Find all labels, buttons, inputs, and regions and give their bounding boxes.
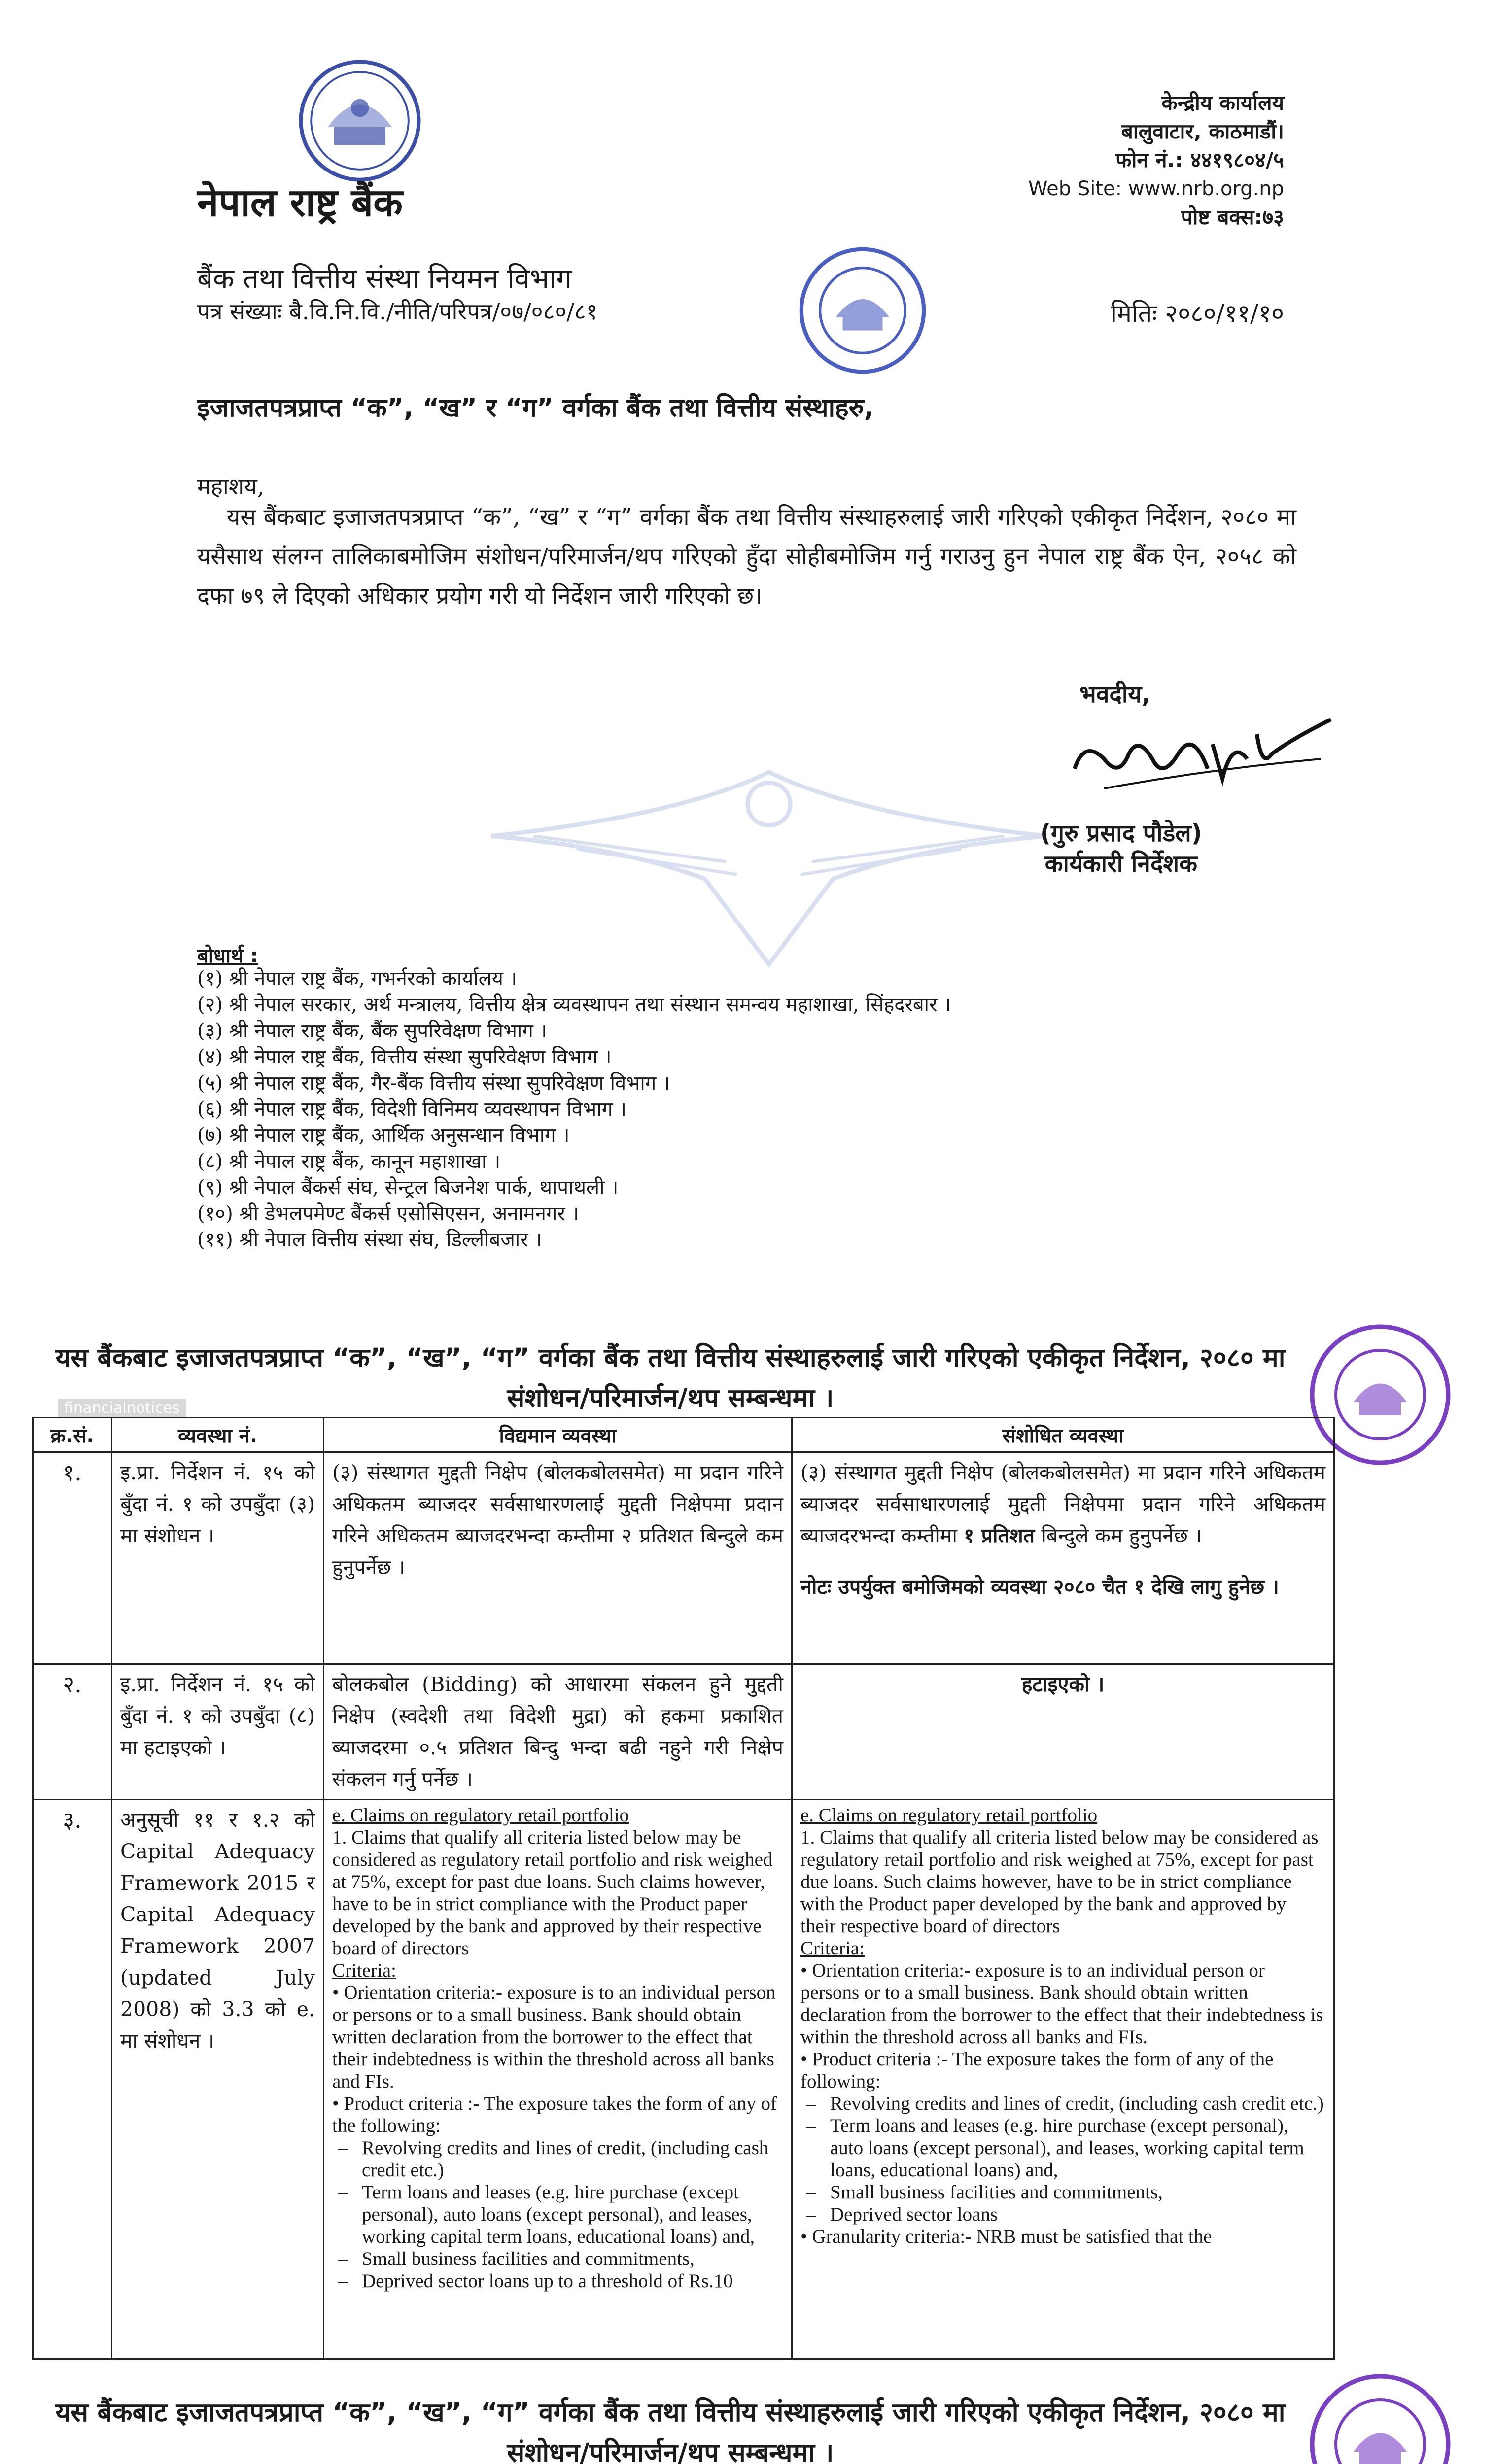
row-sn: २.	[33, 1664, 112, 1800]
table-row	[33, 1664, 1334, 1800]
salutation: महाशय,	[197, 473, 265, 500]
address-block	[1028, 89, 1284, 232]
letter-body: यस बैंकबाट इजाजतपत्रप्राप्त “क”, “ख” र “ग” वर्गका बैंक तथा वित्तीय संस्थाहरुलाई जारी गरिएको एकीकृत निर्देशन, २०८० मा यसैसाथ संलग्न तालिकाबमोजिम संशोधन/परिमार्जन/थप गरिएको हुँदा सोहीबमोजिम गर्नु गराउनु हुन नेपाल राष्ट्र बैंक ऐन, २०५८ को दफा ७९ ले दिएको अधिकार प्रयोग गरी यो निर्देशन जारी गरिएको छ।	[197, 504, 1296, 610]
cc-item: (५) श्री नेपाल राष्ट्र बैंक, गैर-बैंक वित्तीय संस्था सुपरिवेक्षण विभाग ।	[197, 1072, 670, 1095]
row-sn: ३.	[33, 1800, 112, 2359]
office-name: केन्द्रीय कार्यालय	[1161, 91, 1284, 115]
row-revised: (३) संस्थागत मुद्दती निक्षेप (बोलकबोलसमेत) मा प्रदान गरिने अधिकतम ब्याजदर सर्वसाधारणलाई मुद्दती निक्षेपमा प्रदान गरिने अधिकतम ब्याजदरभन्दा कम्तीमा १ प्रतिशत बिन्दुले कम हुनुपर्नेछ । नोटः उपर्युक्त बमोजिमको व्यवस्था २०८० चैत १ देखि लागु हुनेछ ।	[792, 1452, 1334, 1664]
closing-regards: भवदीय,	[1079, 681, 1151, 708]
col-header-revised: संशोधित व्यवस्था	[792, 1418, 1334, 1452]
nrb-logo	[296, 57, 424, 185]
col-header-sn: क्र.सं.	[33, 1418, 112, 1452]
cc-heading: बोधार्थ :	[197, 945, 258, 967]
garuda-watermark	[444, 729, 1094, 986]
row-existing: e. Claims on regulatory retail portfolio 1. Claims that qualify all criteria listed below may be considered as regulatory retail portfolio and risk weighed at 75%, except for past due loans. Such claims however, have to be in strict compliance with the Product paper developed by the bank and approved by their respective board of directors Criteria: • Orientation criteria:- exposure is to an individual person or persons or to a small business. Bank should obtain written declaration from the borrower to the effect that their indebtedness is within the threshold across all banks and FIs. • Product criteria :- The exposure takes the form of any of the following: – Revolving credits and lines of credit, (including cash credit etc.) – Term loans and leases (e.g. hire purchase (except personal), auto loans (except personal), and leases, working capital term loans, educational loans) and, – Small business facilities and commitments, – Deprived sector loans up to a threshold of Rs.10	[324, 1800, 792, 2359]
signatory-title: कार्यकारी निर्देशक	[1044, 850, 1197, 878]
official-stamp	[796, 244, 929, 377]
cc-item: (१) श्री नेपाल राष्ट्र बैंक, गभर्नरको कार्यालय ।	[197, 967, 517, 990]
attachment-heading-line2: संशोधन/परिमार्जन/थप सम्बन्धमा ।	[507, 1383, 834, 1413]
cc-item: (८) श्री नेपाल राष्ट्र बैंक, कानून महाशाखा ।	[197, 1150, 501, 1173]
row-note: नोटः उपर्युक्त बमोजिमको व्यवस्था २०८० चैत १ देखि लागु हुनेछ ।	[800, 1575, 1279, 1599]
bank-name: नेपाल राष्ट्र बैंक	[197, 181, 403, 225]
row-existing: (३) संस्थागत मुद्दती निक्षेप (बोलकबोलसमेत) मा प्रदान गरिने अधिकतम ब्याजदर सर्वसाधारणलाई मुद्दती निक्षेपमा प्रदान गरिने अधिकतम ब्याजदरभन्दा कम्तीमा २ प्रतिशत बिन्दुले कम हुनुपर्नेछ ।	[324, 1452, 792, 1664]
cc-item: (६) श्री नेपाल राष्ट्र बैंक, विदेशी विनिमय व्यवस्थापन विभाग ।	[197, 1098, 627, 1121]
signatory-name: (गुरु प्रसाद पौडेल)	[1040, 820, 1202, 847]
po-box: पोष्ट बक्स:७३	[1181, 205, 1284, 229]
row-revised: हटाइएको ।	[792, 1664, 1334, 1800]
col-header-existing: विद्यमान व्यवस्था	[324, 1418, 792, 1452]
row-ref: इ.प्रा. निर्देशन नं. १५ को बुँदा नं. १ को उपबुँदा (३) मा संशोधन ।	[112, 1452, 324, 1664]
office-location: बालुवाटार, काठमाडौं।	[1121, 119, 1284, 143]
cc-item: (२) श्री नेपाल सरकार, अर्थ मन्त्रालय, वित्तीय क्षेत्र व्यवस्थापन तथा संस्थान समन्वय महाशाखा, सिंहदरबार ।	[197, 993, 951, 1016]
phone-number: फोन नं.: ४४१९८०४/५	[1115, 148, 1284, 172]
attachment-heading-line1: यस बैंकबाट इजाजतपत्रप्राप्त “क”, “ख”, “ग” वर्गका बैंक तथा वित्तीय संस्थाहरुलाई जारी गरिएको एकीकृत निर्देशन, २०८० मा	[55, 1343, 1286, 1373]
cc-item: (३) श्री नेपाल राष्ट्र बैंक, बैंक सुपरिवेक्षण विभाग ।	[197, 1020, 547, 1042]
attachment-heading-continued: यस बैंकबाट इजाजतपत्रप्राप्त “क”, “ख”, “ग” वर्गका बैंक तथा वित्तीय संस्थाहरुलाई जारी गरिएको एकीकृत निर्देशन, २०८० मा संशोधन/परिमार्जन/थप सम्बन्धमा ।	[55, 2397, 1286, 2464]
recipient-line: इजाजतपत्रप्राप्त “क”, “ख” र “ग” वर्गका बैंक तथा वित्तीय संस्थाहरु,	[197, 393, 874, 423]
row-revised: e. Claims on regulatory retail portfolio 1. Claims that qualify all criteria listed below may be considered as regulatory retail portfolio and risk weighed at 75%, except for past due loans. Such claims however, have to be in strict compliance with the Product paper developed by the bank and approved by their respective board of directors Criteria: • Orientation criteria:- exposure is to an individual person or persons or to a small business. Bank should obtain written declaration from the borrower to the effect that their indebtedness is within the threshold across all banks and FIs. • Product criteria :- The exposure takes the form of any of the following: – Revolving credits and lines of credit, (including cash credit etc.) – Term loans and leases (e.g. hire purchase (except personal), auto loans (except personal), and leases, working capital term loans, educational loans) and, – Small business facilities and commitments, – Deprived sector loans • Granularity criteria:- NRB must be satisfied that the	[792, 1800, 1334, 2359]
col-header-ref: व्यवस्था नं.	[112, 1418, 324, 1452]
attachment-heading	[0, 1338, 1341, 1419]
letter-date: मितिः २०८०/११/१०	[1111, 299, 1284, 328]
cc-item: (४) श्री नेपाल राष्ट्र बैंक, वित्तीय संस्था सुपरिवेक्षण विभाग ।	[197, 1046, 612, 1068]
row-existing: बोलकबोल (Bidding) को आधारमा संकलन हुने मुद्दती निक्षेप (स्वदेशी तथा विदेशी मुद्रा) को हकमा प्रकाशित ब्याजदरमा ०.५ प्रतिशत बिन्दु भन्दा बढी नहुने गरी निक्षेप संकलन गर्नु पर्नेछ ।	[324, 1664, 792, 1800]
row-ref: इ.प्रा. निर्देशन नं. १५ को बुँदा नं. १ को उपबुँदा (८) मा हटाइएको ।	[112, 1664, 324, 1800]
website: Web Site: www.nrb.org.np	[1028, 177, 1284, 200]
reference-number: पत्र संख्याः बै.वि.नि.वि./नीति/परिपत्र/०७/०८०/८१	[197, 298, 598, 325]
cc-item: (११) श्री नेपाल वित्तीय संस्था संघ, डिल्लीबजार ।	[197, 1229, 542, 1251]
cc-list	[197, 966, 951, 1253]
table-row	[33, 1800, 1334, 2359]
table-row	[33, 1452, 1334, 1664]
row-ref: अनुसूची ११ र १.२ को Capital Adequacy Framework 2015 र Capital Adequacy Framework 2007 (updated July 2008) को 3.3 को e. मा संशोधन ।	[112, 1800, 324, 2359]
product-list: – Revolving credits and lines of credit, (including cash credit etc.) – Term loans and leases (e.g. hire purchase (except personal), auto loans (except personal), and leases, working capital term loans, educational loans) and, – Small business facilities and commitments, – Deprived sector loans	[800, 2092, 1325, 2225]
department-name: बैंक तथा वित्तीय संस्था नियमन विभाग	[197, 263, 572, 295]
nrb-stamp	[1306, 2370, 1454, 2464]
signatory	[1040, 818, 1202, 879]
row-sn: १.	[33, 1452, 112, 1664]
product-list: – Revolving credits and lines of credit, (including cash credit etc.) – Term loans and leases (e.g. hire purchase (except personal), auto loans (except personal), and leases, working capital term loans, educational loans) and, – Small business facilities and commitments, – Deprived sector loans up to a threshold of Rs.10	[332, 2137, 783, 2292]
amendment-table	[32, 1417, 1335, 2360]
cc-item: (९) श्री नेपाल बैंकर्स संघ, सेन्ट्रल बिजनेश पार्क, थापाथली ।	[197, 1176, 619, 1199]
cc-item: (१०) श्री डेभलपमेण्ट बैंकर्स एसोसिएसन, अनामनगर ।	[197, 1202, 579, 1225]
signature	[1065, 700, 1341, 818]
cc-item: (७) श्री नेपाल राष्ट्र बैंक, आर्थिक अनुसन्धान विभाग ।	[197, 1124, 570, 1147]
table-header-row	[33, 1418, 1334, 1452]
watermark-label: financialnotices	[58, 1399, 186, 1418]
